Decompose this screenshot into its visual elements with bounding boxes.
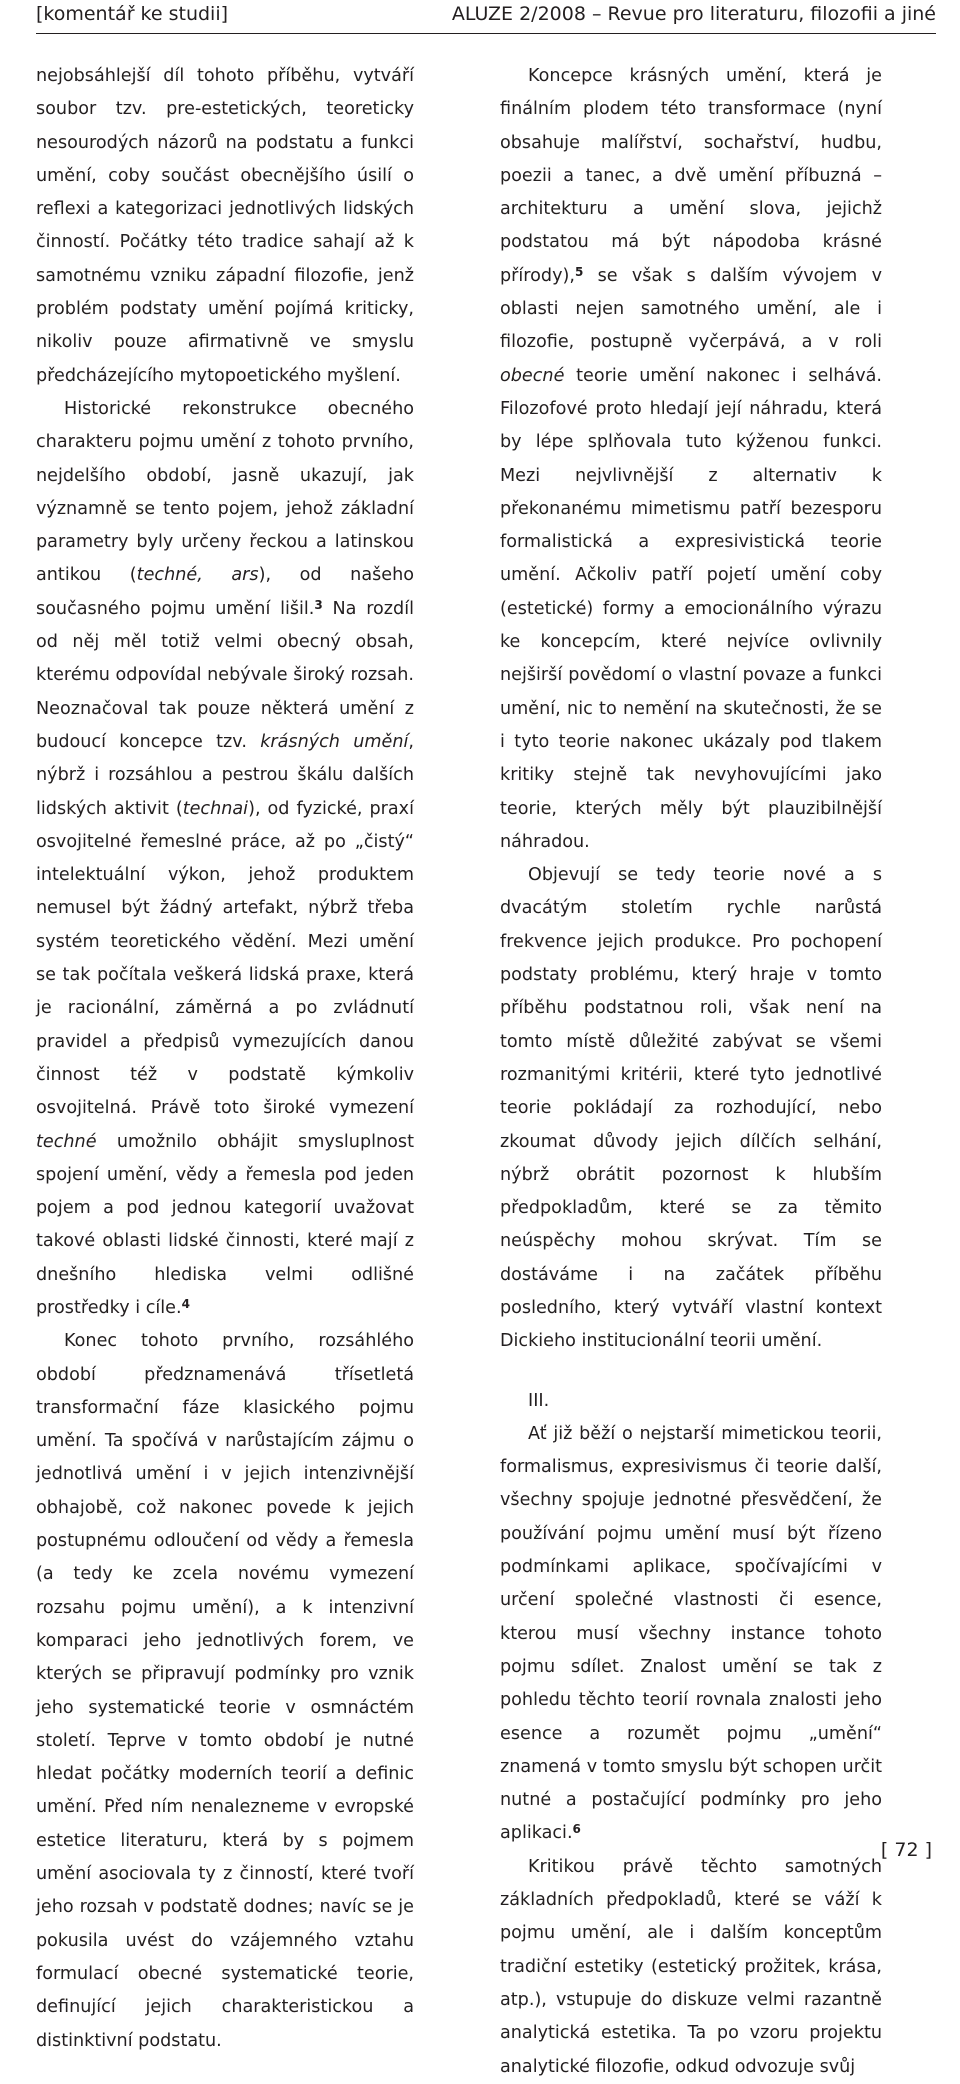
- text-run: umožnilo obhájit smysluplnost spojení umění, vědy a řemesla pod jeden pojem a pod jednou kategorií uvažovat takové oblasti lidské činnosti, které mají z dnešního hlediska velmi odlišné prostředky i cíle.: [36, 1131, 414, 1318]
- text-run: Historické rekonstrukce obecného charakteru pojmu umění z tohoto prvního, nejdelšího období, jasně ukazují, jak významně se tento pojem, jehož základní parametry byly určeny řeckou a latinskou antikou (: [36, 398, 414, 586]
- text-run: Ať již běží o nejstarší mimetickou teorii, formalismus, expresivismus či teorie další, všechny spojuje jednotné přesvědčení, že používání pojmu umění musí být řízeno podmínkami aplikace, spočívajícími v určení společné vlastnosti či esence, kterou musí všechny instance tohoto pojmu sdílet. Znalost umění se tak z pohledu těchto teorií rovnala znalosti jeho esence a rozumět pojmu „umění“ znamená v tomto smyslu být schopen určit nutné a postačující podmínky pro jeho aplikaci.: [500, 1423, 882, 1844]
- text-run: Na rozdíl od něj měl totiž velmi obecný obsah, kterému odpovídal nebývale široký rozsah. Neoznačoval tak pouze některá umění z budoucí koncepce tzv.: [36, 598, 414, 752]
- footnote-ref[interactable]: 4: [181, 1296, 190, 1311]
- paragraph: [500, 60, 882, 859]
- running-header: [36, 0, 936, 34]
- paragraph: [500, 859, 882, 1358]
- text-run: Konec tohoto prvního, rozsáhlého období předznamenává třísetletá transformační fáze klasického pojmu umění. Ta spočívá v narůstajícím zájmu o jednotlivá umění i v jejich intenzivnější obhajobě, což nakonec povede k jejich postupnému odloučení od vědy a řemesla (a tedy ke zcela novému vymezení rozsahu pojmu umění), a k intenzivní komparaci jeho jednotlivých forem, ve kterých se připravují podmínky pro vznik jeho systematické teorie v osmnáctém století. Teprve v tomto období je nutné hledat počátky moderních teorií a definic umění. Před ním nenalezneme v evropské estetice literaturu, která by s pojmem umění asociovala ty z činností, které tvoří jeho rozsah v podstatě dodnes; navíc se je pokusila uvést do vzájemného vztahu formulací obecné systematické teorie, definující jejich charakteristickou a distinktivní podstatu.: [36, 1331, 414, 2051]
- text-run: Objevují se tedy teorie nové a s dvacátým stoletím rychle narůstá frekvence jejich produkce. Pro pochopení podstaty problému, který hraje v tomto příběhu podstatnou roli, však není na tomto místě důležité zabývat se všemi rozmanitými kritérii, které tyto jednotlivé teorie pokládají za rozhodující, nebo zkoumat důvody jejich dílčích selhání, nýbrž obrátit pozornost k hlubším předpokladům, které se za těmito neúspěchy mohou skrývat. Tím se dostáváme i na začátek příběhu posledního, který vytváří vlastní kontext Dickieho institucionální teorii umění.: [500, 865, 882, 1352]
- left-column: [36, 60, 414, 2058]
- text-run: se však s dalším vývojem v oblasti nejen samotného umění, ale i filozofie, postupně vyčerpává, a v roli: [500, 265, 882, 353]
- paragraph: [36, 393, 414, 1325]
- paragraph: [36, 60, 414, 393]
- text-run: teorie umění nakonec i selhává. Filozofové proto hledají její náhradu, která by lépe splňovala tuto kýženou funkci. Mezi nejvlivnější z alternativ k překonanému mimetismu patří bezesporu formalistická a expresivistická teorie umění. Ačkoliv patří pojetí umění coby (estetické) formy a emocionálního výrazu ke koncepcím, které nejvíce ovlivnily nejširší povědomí o vlastní povaze a funkci umění, nic to nemění na skutečnosti, že se i tyto teorie nakonec ukázaly pod tlakem kritiky stejně tak nevyhovujícími jako teorie, kterých měly být plauzibilnější náhradou.: [500, 365, 882, 852]
- italic-term: krásných umění: [260, 731, 409, 752]
- header-section-label: [komentář ke studii]: [36, 3, 229, 25]
- paragraph: [36, 1325, 414, 2058]
- footnote-ref[interactable]: 6: [572, 1822, 581, 1837]
- italic-term: techné, ars: [136, 565, 259, 586]
- text-run: Kritikou právě těchto samotných základních předpokladů, které se váží k pojmu umění, ale i dalším konceptům tradiční estetiky (estetický prožitek, krása, atp.), vstupuje do diskuze velmi razantně analytická estetika. Ta po vzoru projektu analytické filozofie, odkud odvozuje svůj: [500, 1856, 882, 2077]
- italic-term: obecné: [500, 365, 565, 386]
- paragraph: [500, 1851, 882, 2084]
- text-run: ), od fyzické, praxí osvojitelné řemeslné práce, až po „čistý“ intelektuální výkon, jehož produktem nemusel být žádný artefakt, nýbrž třeba systém teoretického vědění. Mezi umění se tak počítala veškerá lidská praxe, která je racionální, záměrná a po zvládnutí pravidel a předpisů vymezujících danou činnost též v podstatě kýmkoliv osvojitelná. Právě toto široké vymezení: [36, 798, 414, 1119]
- footnote-ref[interactable]: 5: [574, 264, 584, 279]
- footnote-ref[interactable]: 3: [314, 597, 323, 612]
- italic-term: techné: [36, 1131, 97, 1152]
- paragraph: [500, 1418, 882, 1851]
- right-column: [500, 60, 882, 2084]
- page-number: [ 72 ]: [880, 1839, 932, 1861]
- text-run: Koncepce krásných umění, která je finálním plodem této transformace (nyní obsahuje malířství, sochařství, hudbu, poezii a tanec, a dvě umění příbuzná – architekturu a umění slova, jejichž podstatou má být nápodoba krásné přírody),: [500, 66, 882, 286]
- header-journal-title: ALUZE 2/2008 – Revue pro literaturu, filozofii a jiné: [451, 3, 936, 25]
- section-heading: III.: [528, 1390, 550, 1411]
- text-run: , nýbrž i rozsáhlou a pestrou škálu dalších lidských aktivit (: [36, 731, 414, 819]
- text-run: ), od našeho současného pojmu umění lišil.: [36, 565, 415, 619]
- text-run: nejobsáhlejší díl tohoto příběhu, vytváří soubor tzv. pre-estetických, teoreticky nesourodých názorů na podstatu a funkci umění, coby součást obecnějšího úsilí o reflexi a kategorizaci jednotlivých lidských činností. Počátky této tradice sahají až k samotnému vzniku západní filozofie, jenž problém podstaty umění pojímá kriticky, nikoliv pouze afirmativně ve smyslu předcházejícího mytopoetického myšlení.: [36, 66, 414, 386]
- italic-term: technai: [182, 798, 249, 819]
